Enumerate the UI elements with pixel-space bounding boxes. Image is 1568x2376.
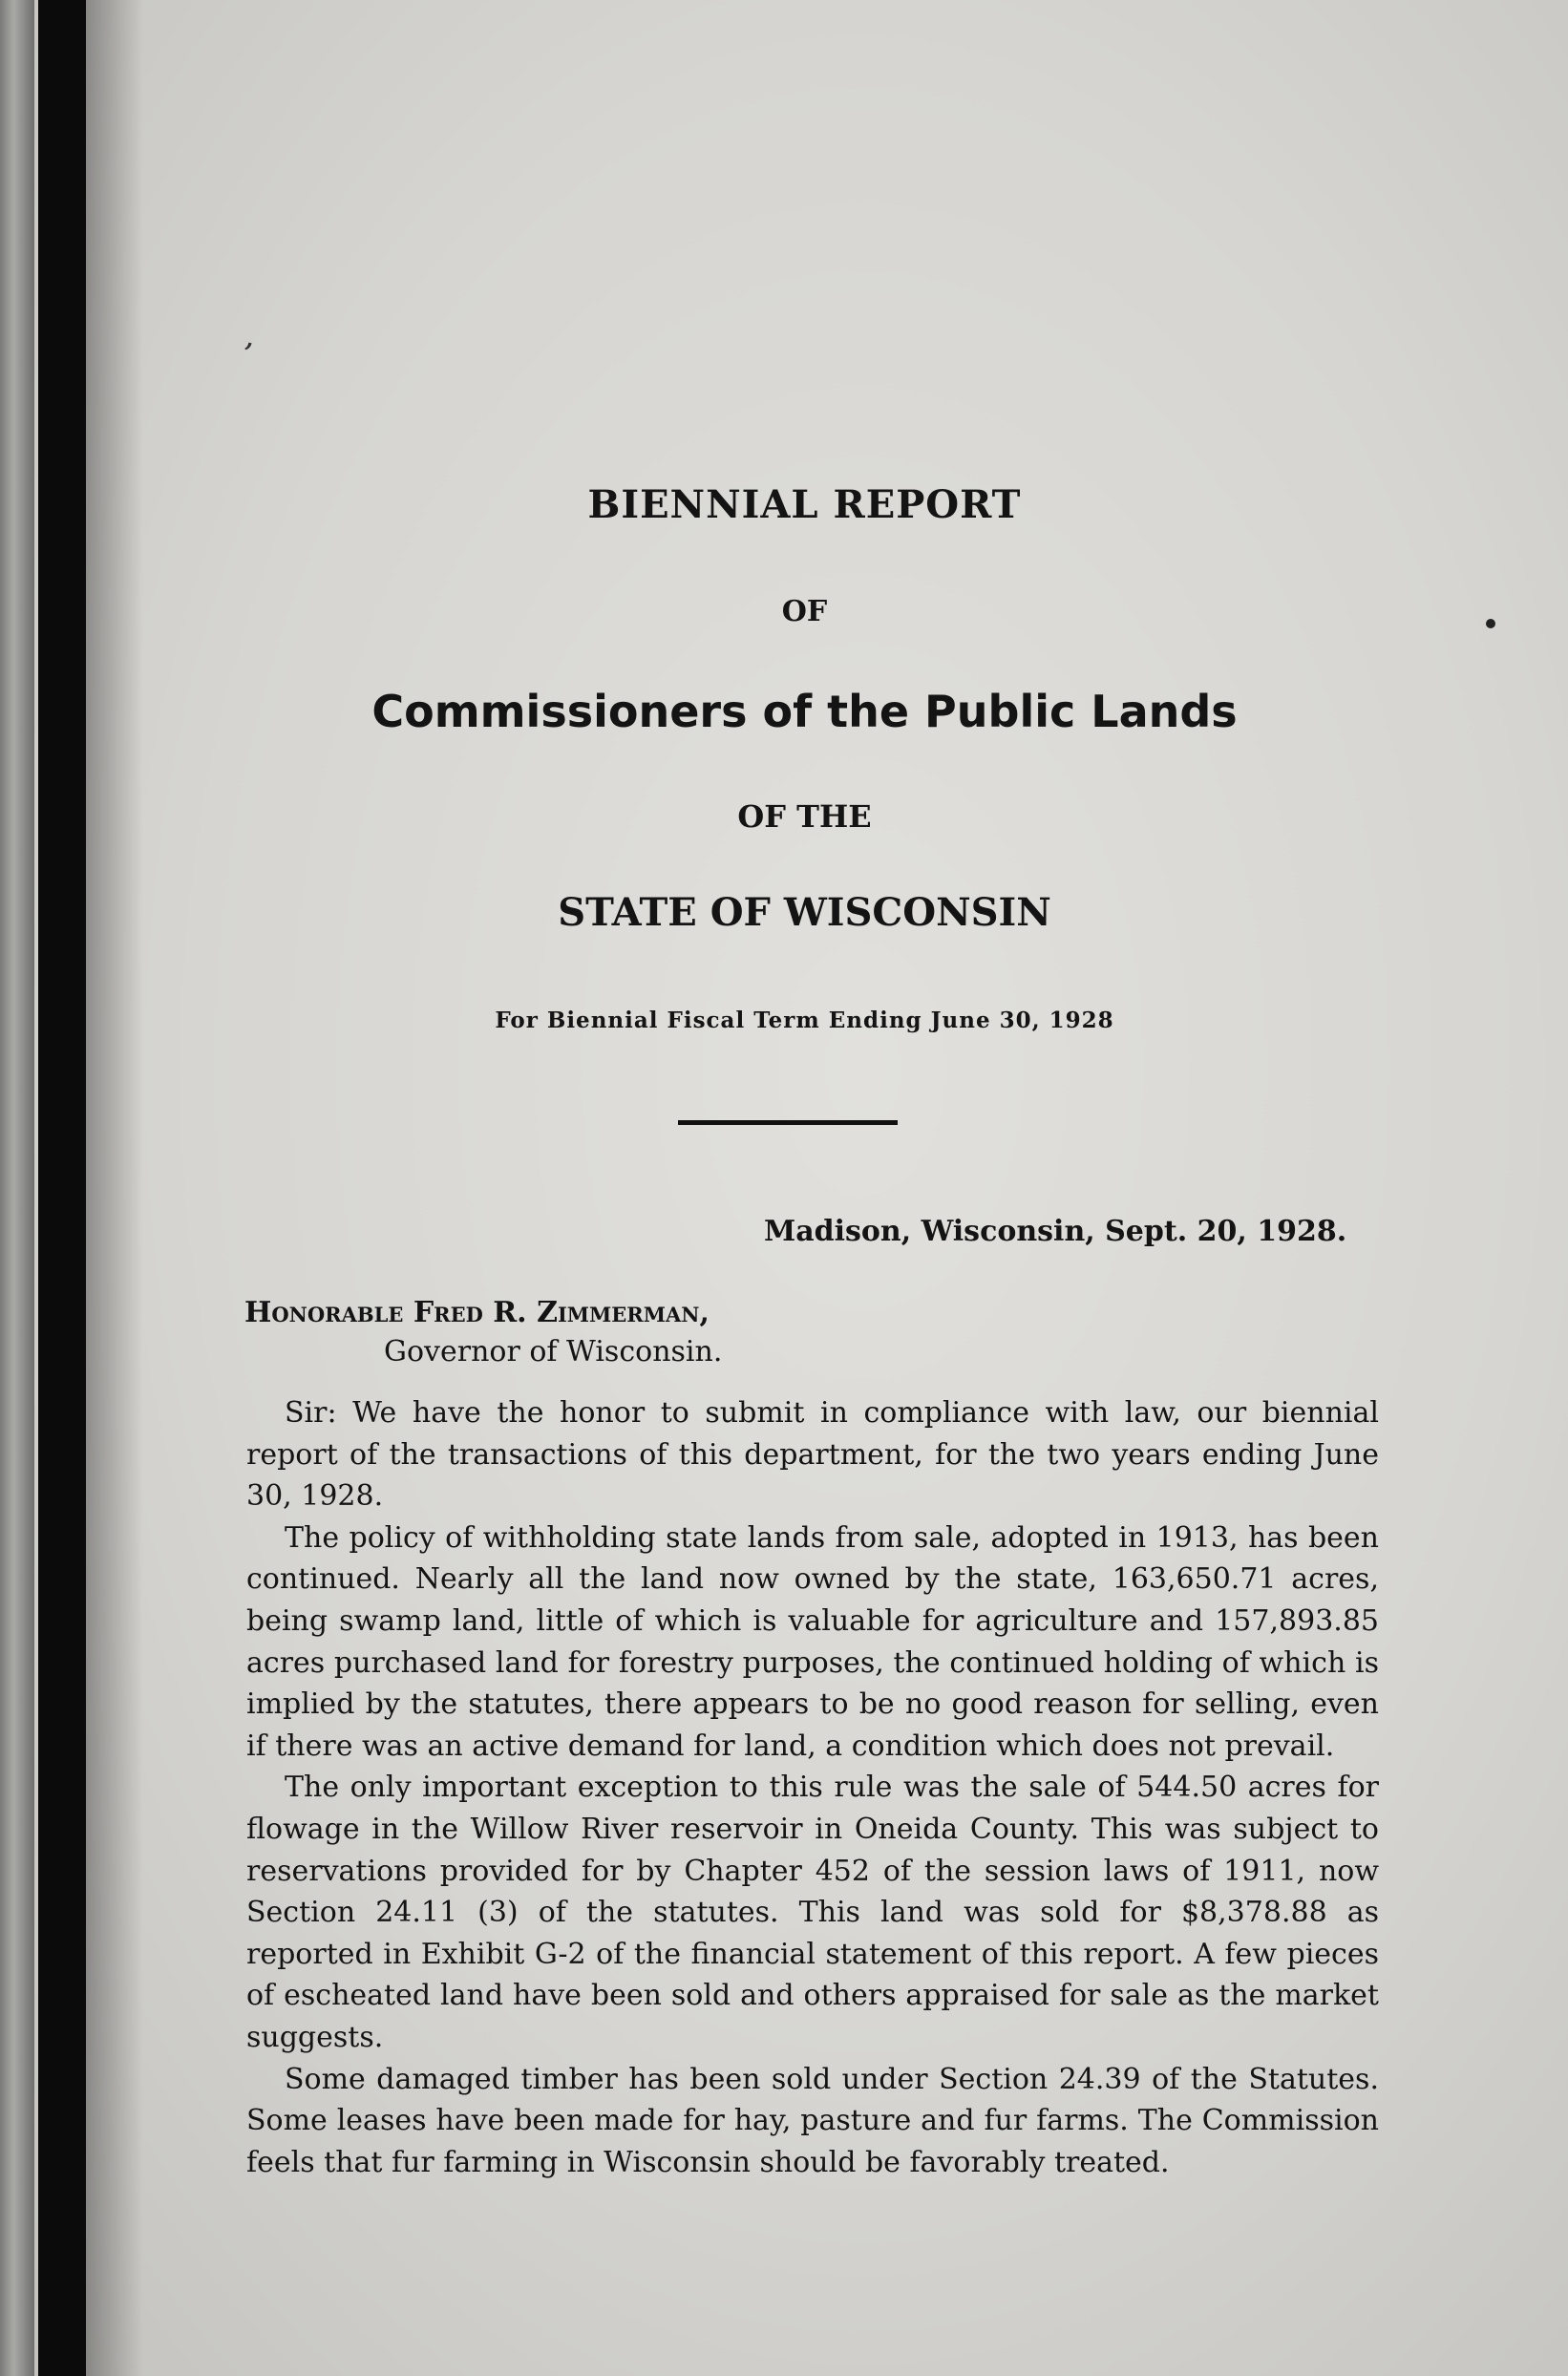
letter-dateline: Madison, Wisconsin, Sept. 20, 1928.: [764, 1215, 1347, 1248]
paragraph: The policy of withholding state lands from sale, adopted in 1913, has been continued. Nearly all the land now owned by the state, 163,650.71 acres, being swamp land, little of which is valuable for agriculture and 157,893.85 acres purchased land for forestry purposes, the continued holding of which is implied by the statutes, there appears to be no good reason for selling, even if there was an active demand for land, a condition which does not prevail.: [246, 1520, 1379, 1763]
title-divider: [678, 1120, 898, 1125]
title-of: OF: [781, 595, 828, 628]
fiscal-term: For Biennial Fiscal Term Ending June 30, 1928: [495, 1008, 1114, 1033]
letter-body: [246, 1392, 1379, 2183]
paragraph: Sir: We have the honor to submit in compliance with law, our biennial report of the transactions of this department, for the two years ending June 30, 1928.: [246, 1396, 1379, 1514]
margin-mark: ’: [236, 335, 256, 375]
binding-spine: [38, 0, 86, 2376]
title-of-the: OF THE: [737, 798, 872, 835]
report-title: BIENNIAL REPORT: [587, 482, 1022, 527]
commission-name: Commissioners of the Public Lands: [371, 686, 1238, 737]
addressee-title: Governor of Wisconsin.: [384, 1335, 723, 1368]
binding-edge: [0, 0, 34, 2376]
paper-speck: [1486, 619, 1495, 628]
gutter-shadow: [86, 0, 143, 2376]
paragraph: The only important exception to this rule was the sale of 544.50 acres for flowage in the Willow River reservoir in Oneida County. This was subject to reservations provided for by Chapter 452 of the session laws of 1911, now Section 24.11 (3) of the statutes. This land was sold for $8,378.88 as reported in Exhibit G-2 of the financial statement of this report. A few pieces of escheated land have been sold and others appraised for sale as the market suggests.: [246, 1771, 1379, 2054]
paragraph: Some damaged timber has been sold under Section 24.39 of the Statutes. Some leases have been made for hay, pasture and fur farms. The Commission feels that fur farming in Wisconsin should be favorably treated.: [246, 2062, 1379, 2179]
state-name: STATE OF WISCONSIN: [558, 890, 1051, 935]
addressee-name: Honorable Fred R. Zimmerman,: [244, 1296, 710, 1329]
